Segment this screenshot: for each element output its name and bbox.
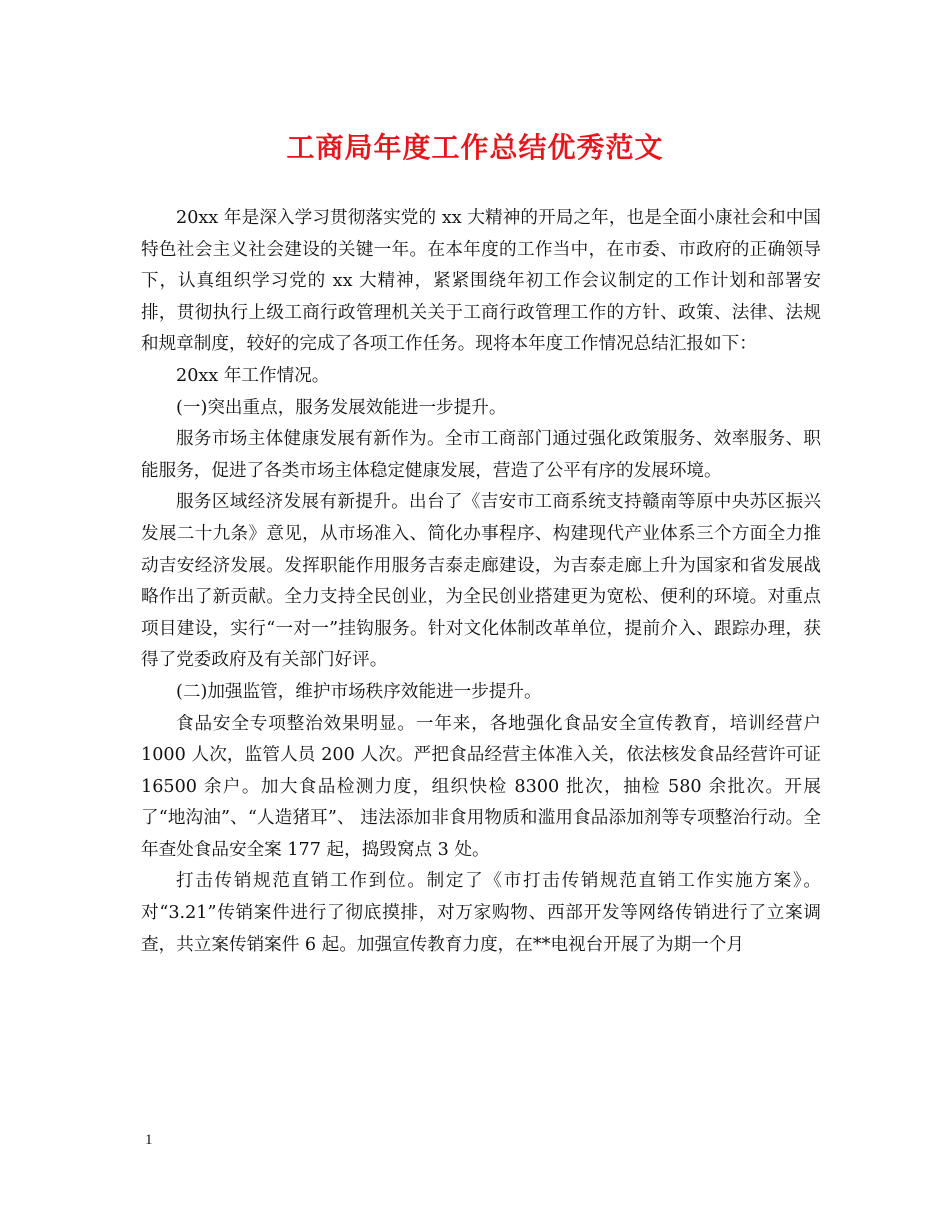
page-number: 1 (145, 1132, 153, 1148)
paragraph: 20xx 年是深入学习贯彻落实党的 xx 大精神的开局之年，也是全面小康社会和中国特色社会主义社会建设的关键一年。在本年度的工作当中，在市委、市政府的正确领导下，认真组织学习党的 xx 大精神，紧紧围绕年初工作会议制定的工作计划和部署安排，贯彻执行上级工商行政管理机关关于工商行政管理工作的方针、政策、法律、法规和规章制度，较好的完成了各项工作任务。现将本年度工作情况总结汇报如下： (141, 208, 821, 355)
document-title: 工商局年度工作总结优秀范文 (286, 131, 664, 164)
document-body (141, 203, 821, 961)
section-heading: (一)突出重点，服务发展效能进一步提升。 (176, 397, 507, 418)
paragraph: 食品安全专项整治效果明显。一年来，各地强化食品安全宣传教育，培训经营户 1000 人次，监管人员 200 人次。严把食品经营主体准入关，依法核发食品经营许可证 16500 余户。加大食品检测力度，组织快检 8300 批次，抽检 580 余批次。开展了“地沟油”、“人造猪耳”、 违法添加非食用物质和滥用食品添加剂等专项整治行动。全年查处食品安全案 177 起，捣毁窝点 3 处。 (141, 713, 821, 860)
paragraph: 服务市场主体健康发展有新作为。全市工商部门通过强化政策服务、效率服务、职能服务，促进了各类市场主体稳定健康发展，营造了公平有序的发展环境。 (141, 429, 821, 481)
paragraph: 服务区域经济发展有新提升。出台了《吉安市工商系统支持赣南等原中央苏区振兴发展二十九条》意见，从市场准入、简化办事程序、构建现代产业体系三个方面全力推动吉安经济发展。发挥职能作用服务吉泰走廊建设，为吉泰走廊上升为国家和省发展战略作出了新贡献。全力支持全民创业，为全民创业搭建更为宽松、便利的环境。对重点项目建设，实行“一对一”挂钩服务。针对文化体制改革单位，提前介入、跟踪办理，获得了党委政府及有关部门好评。 (141, 492, 821, 671)
section-heading: (二)加强监管，维护市场秩序效能进一步提升。 (176, 681, 542, 702)
paragraph: 20xx 年工作情况。 (176, 365, 330, 386)
paragraph: 打击传销规范直销工作到位。制定了《市打击传销规范直销工作实施方案》。对“3.21”传销案件进行了彻底摸排，对万家购物、西部开发等网络传销进行了立案调查，共立案传销案件 6 起。加强宣传教育力度，在**电视台开展了为期一个月 (141, 871, 821, 955)
